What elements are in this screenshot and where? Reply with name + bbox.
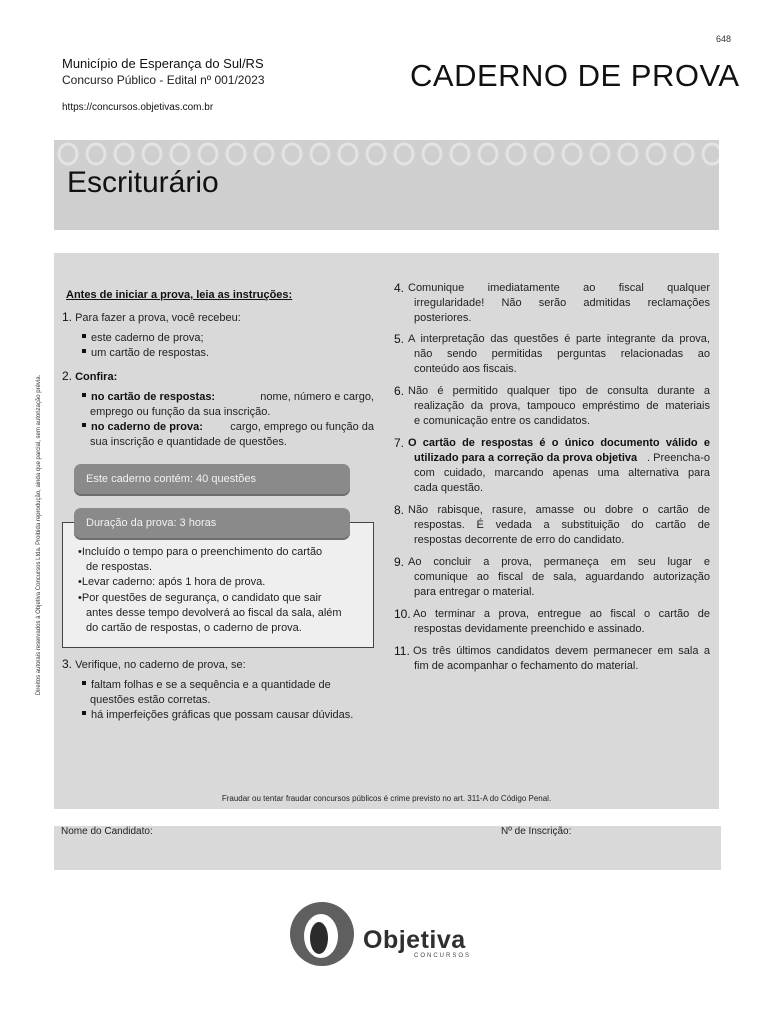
square-bullet-icon [82,393,86,397]
item-number: 10. [394,607,411,621]
item-line: respostas decorrente de erro do candidato. [414,534,625,546]
ring-decoration [171,144,189,164]
bullet-text: Por questões de segurança, o candidato que sair [81,592,322,604]
ring-decoration [479,144,497,164]
bullet-continuation: emprego ou função da sua inscrição. [90,406,271,418]
bullet-text: faltam folhas e se a sequência e a quantidade de [91,679,331,691]
instruction-4 [394,281,404,297]
item-number: 3. [62,657,73,671]
copyright-side-text [34,330,44,740]
ring-decoration [311,144,329,164]
instruction-8 [394,503,404,519]
item-line: irregularidade! Não serão admitidas reclamações [414,297,710,309]
item-number: 6. [394,384,405,398]
fraud-warning: Fraudar ou tentar fraudar concursos públicos é crime previsto no art. 311-A do Código Penal. [221,794,552,803]
org-name: Município de Esperança do Sul/RS [62,56,264,71]
list-item [82,708,353,723]
instruction-1 [62,310,241,326]
bullet-continuation: de respostas. [86,561,153,573]
item-line: realização da prova, tampouco empréstimo de materiais [414,400,710,412]
bullet-text: cargo, emprego ou função da [230,421,374,433]
item-line: fim de acompanhar o fechamento do material. [414,660,639,672]
instruction-10 [394,607,411,623]
duration-bullet: •Levar caderno: após 1 hora de prova. [78,576,266,588]
item-line: posteriores. [414,312,472,324]
bullet-continuation: antes desse tempo devolverá ao fiscal da sala, além [86,607,342,619]
ring-decoration [143,144,161,164]
registration-number-label: Nº de Inscrição: [501,826,572,837]
ring-decoration [423,144,441,164]
item-number: 4. [394,281,405,295]
duration-bullet: •Por questões de segurança, o candidato que sair [78,592,322,604]
bullet-bold-text: no cartão de respostas: [91,391,216,403]
instruction-2 [62,369,117,385]
item-line: conteúdo aos fiscais. [414,363,517,375]
instruction-11 [394,644,410,660]
document-title: CADERNO DE PROVA [410,58,740,93]
item-line: Ao terminar a prova, entregue ao fiscal o cartão de [413,608,710,620]
item-line: cada questão. [414,482,484,494]
ring-decoration [675,144,693,164]
item-text: Para fazer a prova, você recebeu: [75,312,241,324]
ring-decoration [591,144,609,164]
position-title: Escriturário [67,166,219,199]
ring-decoration [227,144,245,164]
square-bullet-icon [82,349,86,353]
square-bullet-icon [82,423,86,427]
ring-decoration [703,144,719,164]
candidate-name-label: Nome do Candidato: [61,826,153,837]
list-item [82,420,374,435]
square-bullet-icon [82,334,86,338]
ring-decoration [367,144,385,164]
item-number: 5. [394,332,405,346]
list-item [82,678,374,693]
objetiva-logo-icon [290,902,354,966]
ring-decoration [563,144,581,164]
ring-decoration [255,144,273,164]
bullet-continuation: questões estão corretas. [90,694,211,706]
bullet-continuation: sua inscrição e quantidade de questões. [90,436,287,448]
item-number: 1. [62,310,73,324]
list-item [82,346,209,361]
item-line: respostas. É vedada a substituição do cartão de [414,519,710,531]
item-line: Não é permitido qualquer tipo de consulta durante a [408,385,710,397]
item-line: e comunicação entre os candidatos. [414,415,591,427]
bullet-bold-text: no caderno de prova: [91,421,203,433]
item-line: Comunique imediatamente ao fiscal qualquer [408,282,710,294]
item-line: Não rabisque, rasure, amasse ou dobre o cartão de [408,504,710,516]
bullet-text: Incluído o tempo para o preenchimento do cartão [81,546,323,558]
item-text: Confira: [75,371,118,383]
logo-subtext: CONCURSOS [414,953,472,959]
instructions-heading: Antes de iniciar a prova, leia as instruções: [66,289,293,301]
bullet-text: Levar caderno: após 1 hora de prova. [81,576,266,588]
item-number: 2. [62,369,73,383]
item-line: comunique ao fiscal de sala, aguardando autorização [414,571,710,583]
ring-decoration [59,144,77,164]
instruction-6 [394,384,404,400]
ring-decoration [199,144,217,164]
item-number: 8. [394,503,405,517]
bullet-text: este caderno de prova; [91,332,204,344]
ring-decoration [451,144,469,164]
item-line: Ao concluir a prova, permaneça em seu lugar e [408,556,710,568]
ring-decoration [87,144,105,164]
ring-decoration [647,144,665,164]
org-subtitle: Concurso Público - Edital nº 001/2023 [62,73,265,87]
bullet-text: um cartão de respostas. [91,347,210,359]
duration-bullet: •Incluído o tempo para o preenchimento do cartão [78,546,323,558]
item-number: 7. [394,436,405,450]
bold-text: utilizado para a correção da prova objetiva [414,452,638,464]
ring-decoration [619,144,637,164]
item-line: para entregar o material. [414,586,535,598]
list-item [82,331,204,346]
ring-decoration [395,144,413,164]
item-line: com cuidado, marcando apenas uma alternativa para [414,467,710,479]
bullet-continuation: do cartão de respostas, o caderno de prova. [86,622,302,634]
item-line [414,451,710,466]
bullet-text: nome, número e cargo, [260,391,374,403]
list-item [82,390,374,405]
instruction-3 [62,657,246,673]
ring-decoration [507,144,525,164]
item-number: 11. [394,644,410,658]
org-url-link[interactable]: https://concursos.objetivas.com.br [62,102,214,113]
candidate-panel [54,826,721,870]
item-line: A interpretação das questões é parte integrante da prova, [408,333,710,345]
ring-decoration [115,144,133,164]
instruction-5 [394,332,404,348]
square-bullet-icon [82,681,86,685]
ring-decoration [339,144,357,164]
copyright-text: Direitos autorais reservados à Objetiva Concursos Ltda. Proibida reprodução, ainda que parcial, sem autorização prévia. [36,374,42,696]
duration-pill: Duração da prova: 3 horas [74,508,350,538]
logo-wordmark: Objetiva [363,926,466,954]
page-number: 648 [716,34,732,44]
item-line: Os três últimos candidatos devem permanecer em sala a [413,645,710,657]
item-line: não sendo permitidas perguntas relacionadas ao [414,348,710,360]
instruction-9 [394,555,404,571]
instruction-7 [394,436,404,452]
item-line: respostas devidamente preenchido e assinado. [414,623,645,635]
ring-decoration [535,144,553,164]
ring-decoration [283,144,301,164]
square-bullet-icon [82,711,86,715]
item-text: Verifique, no caderno de prova, se: [75,659,246,671]
position-banner [54,140,719,230]
bullet-text: há imperfeições gráficas que possam causar dúvidas. [91,709,354,721]
item-line: O cartão de respostas é o único documento válido e [408,437,710,449]
questions-count-pill: Este caderno contém: 40 questões [74,464,350,494]
item-number: 9. [394,555,405,569]
text: . Preencha-o [647,452,710,464]
